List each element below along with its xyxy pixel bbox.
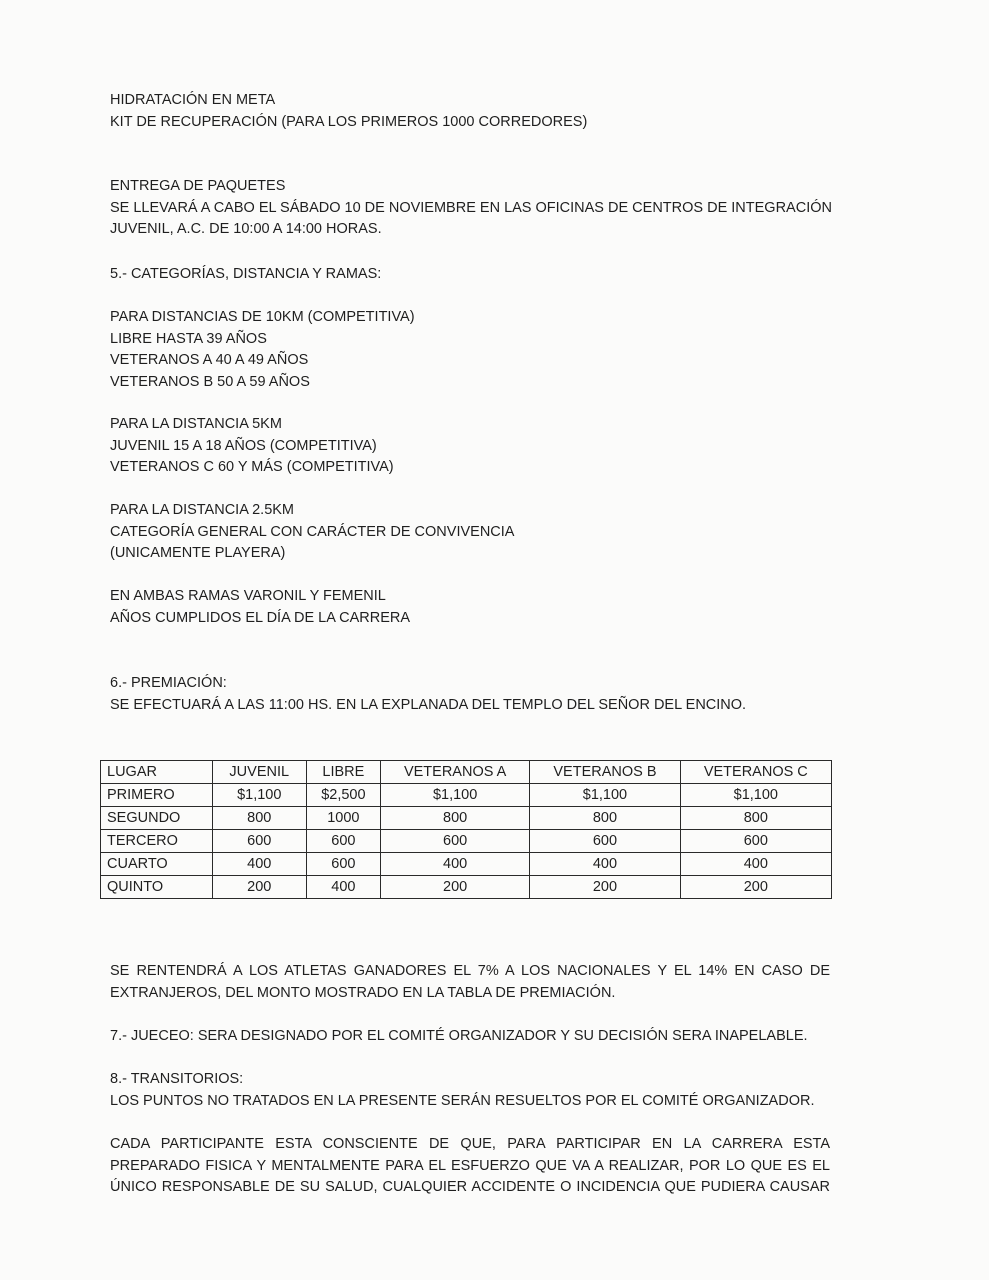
section-7 xyxy=(110,1026,808,1048)
text-line: PARA LA DISTANCIA 5KM xyxy=(110,416,282,432)
table-cell: 400 xyxy=(306,876,380,899)
distance-2-5km-block xyxy=(110,500,514,565)
distance-5km-block xyxy=(110,414,394,479)
table-cell: PRIMERO xyxy=(101,784,213,807)
text-line: SE LLEVARÁ A CABO EL SÁBADO 10 DE NOVIEMBRE EN LAS OFICINAS DE CENTROS DE INTEGRACIÓN xyxy=(110,199,832,216)
table-cell: 400 xyxy=(212,853,306,876)
table-row xyxy=(101,784,832,807)
table-cell: 400 xyxy=(530,853,680,876)
table-cell: 800 xyxy=(530,807,680,830)
text-line: PARA DISTANCIAS DE 10KM (COMPETITIVA) xyxy=(110,309,415,325)
table-row xyxy=(101,807,832,830)
section-heading: 5.- CATEGORÍAS, DISTANCIA Y RAMAS: xyxy=(110,266,382,282)
table-cell: $1,100 xyxy=(212,784,306,807)
text-line: KIT DE RECUPERACIÓN (PARA LOS PRIMEROS 1000 CORREDORES) xyxy=(110,113,588,130)
table-cell: 200 xyxy=(380,876,529,899)
table-row xyxy=(101,830,832,853)
distance-10km-block xyxy=(110,307,415,393)
text-line: SE RENTENDRÁ A LOS ATLETAS GANADORES EL 7% A LOS NACIONALES Y EL 14% EN CASO DE xyxy=(110,963,830,979)
column-header: LIBRE xyxy=(306,761,380,784)
table-cell: 800 xyxy=(380,807,529,830)
entrega-block xyxy=(110,176,832,241)
section-6 xyxy=(110,673,746,716)
table-cell: $1,100 xyxy=(680,784,831,807)
text-line: LIBRE HASTA 39 AÑOS xyxy=(110,330,267,347)
table-cell: 600 xyxy=(530,830,680,853)
table-cell: $2,500 xyxy=(306,784,380,807)
text-line: JUVENIL 15 A 18 AÑOS (COMPETITIVA) xyxy=(110,437,377,454)
participante-paragraph xyxy=(110,1134,830,1199)
table-row xyxy=(101,853,832,876)
section-heading: 8.- TRANSITORIOS: xyxy=(110,1071,244,1087)
text-line: PARA LA DISTANCIA 2.5KM xyxy=(110,502,295,518)
kit-block xyxy=(110,90,587,133)
section-heading: 6.- PREMIACIÓN: xyxy=(110,675,227,691)
text-line: (UNICAMENTE PLAYERA) xyxy=(110,545,286,561)
table-cell: 800 xyxy=(212,807,306,830)
table-cell: 200 xyxy=(212,876,306,899)
text-line: CATEGORÍA GENERAL CON CARÁCTER DE CONVIVENCIA xyxy=(110,523,515,540)
column-header: VETERANOS C xyxy=(680,761,831,784)
table-row xyxy=(101,876,832,899)
table-cell: 600 xyxy=(680,830,831,853)
table-cell: 600 xyxy=(306,830,380,853)
table-cell: 600 xyxy=(380,830,529,853)
text-line: EXTRANJEROS, DEL MONTO MOSTRADO EN LA TABLA DE PREMIACIÓN. xyxy=(110,984,616,1001)
text-line: 7.- JUECEO: SERA DESIGNADO POR EL COMITÉ ORGANIZADOR Y SU DECISIÓN SERA INAPELABLE. xyxy=(110,1028,808,1044)
table-cell: 600 xyxy=(212,830,306,853)
table-cell: 1000 xyxy=(306,807,380,830)
table-cell: $1,100 xyxy=(530,784,680,807)
text-line: VETERANOS C 60 Y MÁS (COMPETITIVA) xyxy=(110,459,394,475)
table-cell: CUARTO xyxy=(101,853,213,876)
text-line: VETERANOS A 40 A 49 AÑOS xyxy=(110,352,309,368)
text-line: VETERANOS B 50 A 59 AÑOS xyxy=(110,373,310,390)
table-header-row xyxy=(101,761,832,784)
text-line: AÑOS CUMPLIDOS EL DÍA DE LA CARRERA xyxy=(110,609,411,626)
section-5 xyxy=(110,264,381,286)
table-cell: 600 xyxy=(306,853,380,876)
table-cell: 400 xyxy=(380,853,529,876)
column-header: VETERANOS B xyxy=(530,761,680,784)
table-cell: 200 xyxy=(530,876,680,899)
table-cell: 200 xyxy=(680,876,831,899)
table-cell: $1,100 xyxy=(380,784,529,807)
ramas-block xyxy=(110,586,410,629)
section-heading: ENTREGA DE PAQUETES xyxy=(110,178,286,194)
text-line: HIDRATACIÓN EN META xyxy=(110,92,276,108)
column-header: VETERANOS A xyxy=(380,761,529,784)
table-cell: 800 xyxy=(680,807,831,830)
text-line: JUVENIL, A.C. DE 10:00 A 14:00 HORAS. xyxy=(110,221,382,237)
text-line: CADA PARTICIPANTE ESTA CONSCIENTE DE QUE, PARA PARTICIPAR EN LA CARRERA ESTA xyxy=(110,1136,830,1152)
prize-table xyxy=(100,760,832,899)
retencion-paragraph xyxy=(110,961,830,1004)
column-header: JUVENIL xyxy=(212,761,306,784)
text-line: ÚNICO RESPONSABLE DE SU SALUD, CUALQUIER ACCIDENTE O INCIDENCIA QUE PUDIERA CAUSAR xyxy=(110,1179,830,1195)
text-line: EN AMBAS RAMAS VARONIL Y FEMENIL xyxy=(110,588,386,604)
table-cell: SEGUNDO xyxy=(101,807,213,830)
text-line: PREPARADO FISICA Y MENTALMENTE PARA EL ESFUERZO QUE VA A REALIZAR, POR LO QUE ES EL xyxy=(110,1157,830,1174)
table-cell: 400 xyxy=(680,853,831,876)
text-line: LOS PUNTOS NO TRATADOS EN LA PRESENTE SERÁN RESUELTOS POR EL COMITÉ ORGANIZADOR. xyxy=(110,1092,815,1109)
table-cell: QUINTO xyxy=(101,876,213,899)
table-cell: TERCERO xyxy=(101,830,213,853)
section-8 xyxy=(110,1069,814,1112)
column-header: LUGAR xyxy=(101,761,213,784)
text-line: SE EFECTUARÁ A LAS 11:00 HS. EN LA EXPLANADA DEL TEMPLO DEL SEÑOR DEL ENCINO. xyxy=(110,696,747,713)
